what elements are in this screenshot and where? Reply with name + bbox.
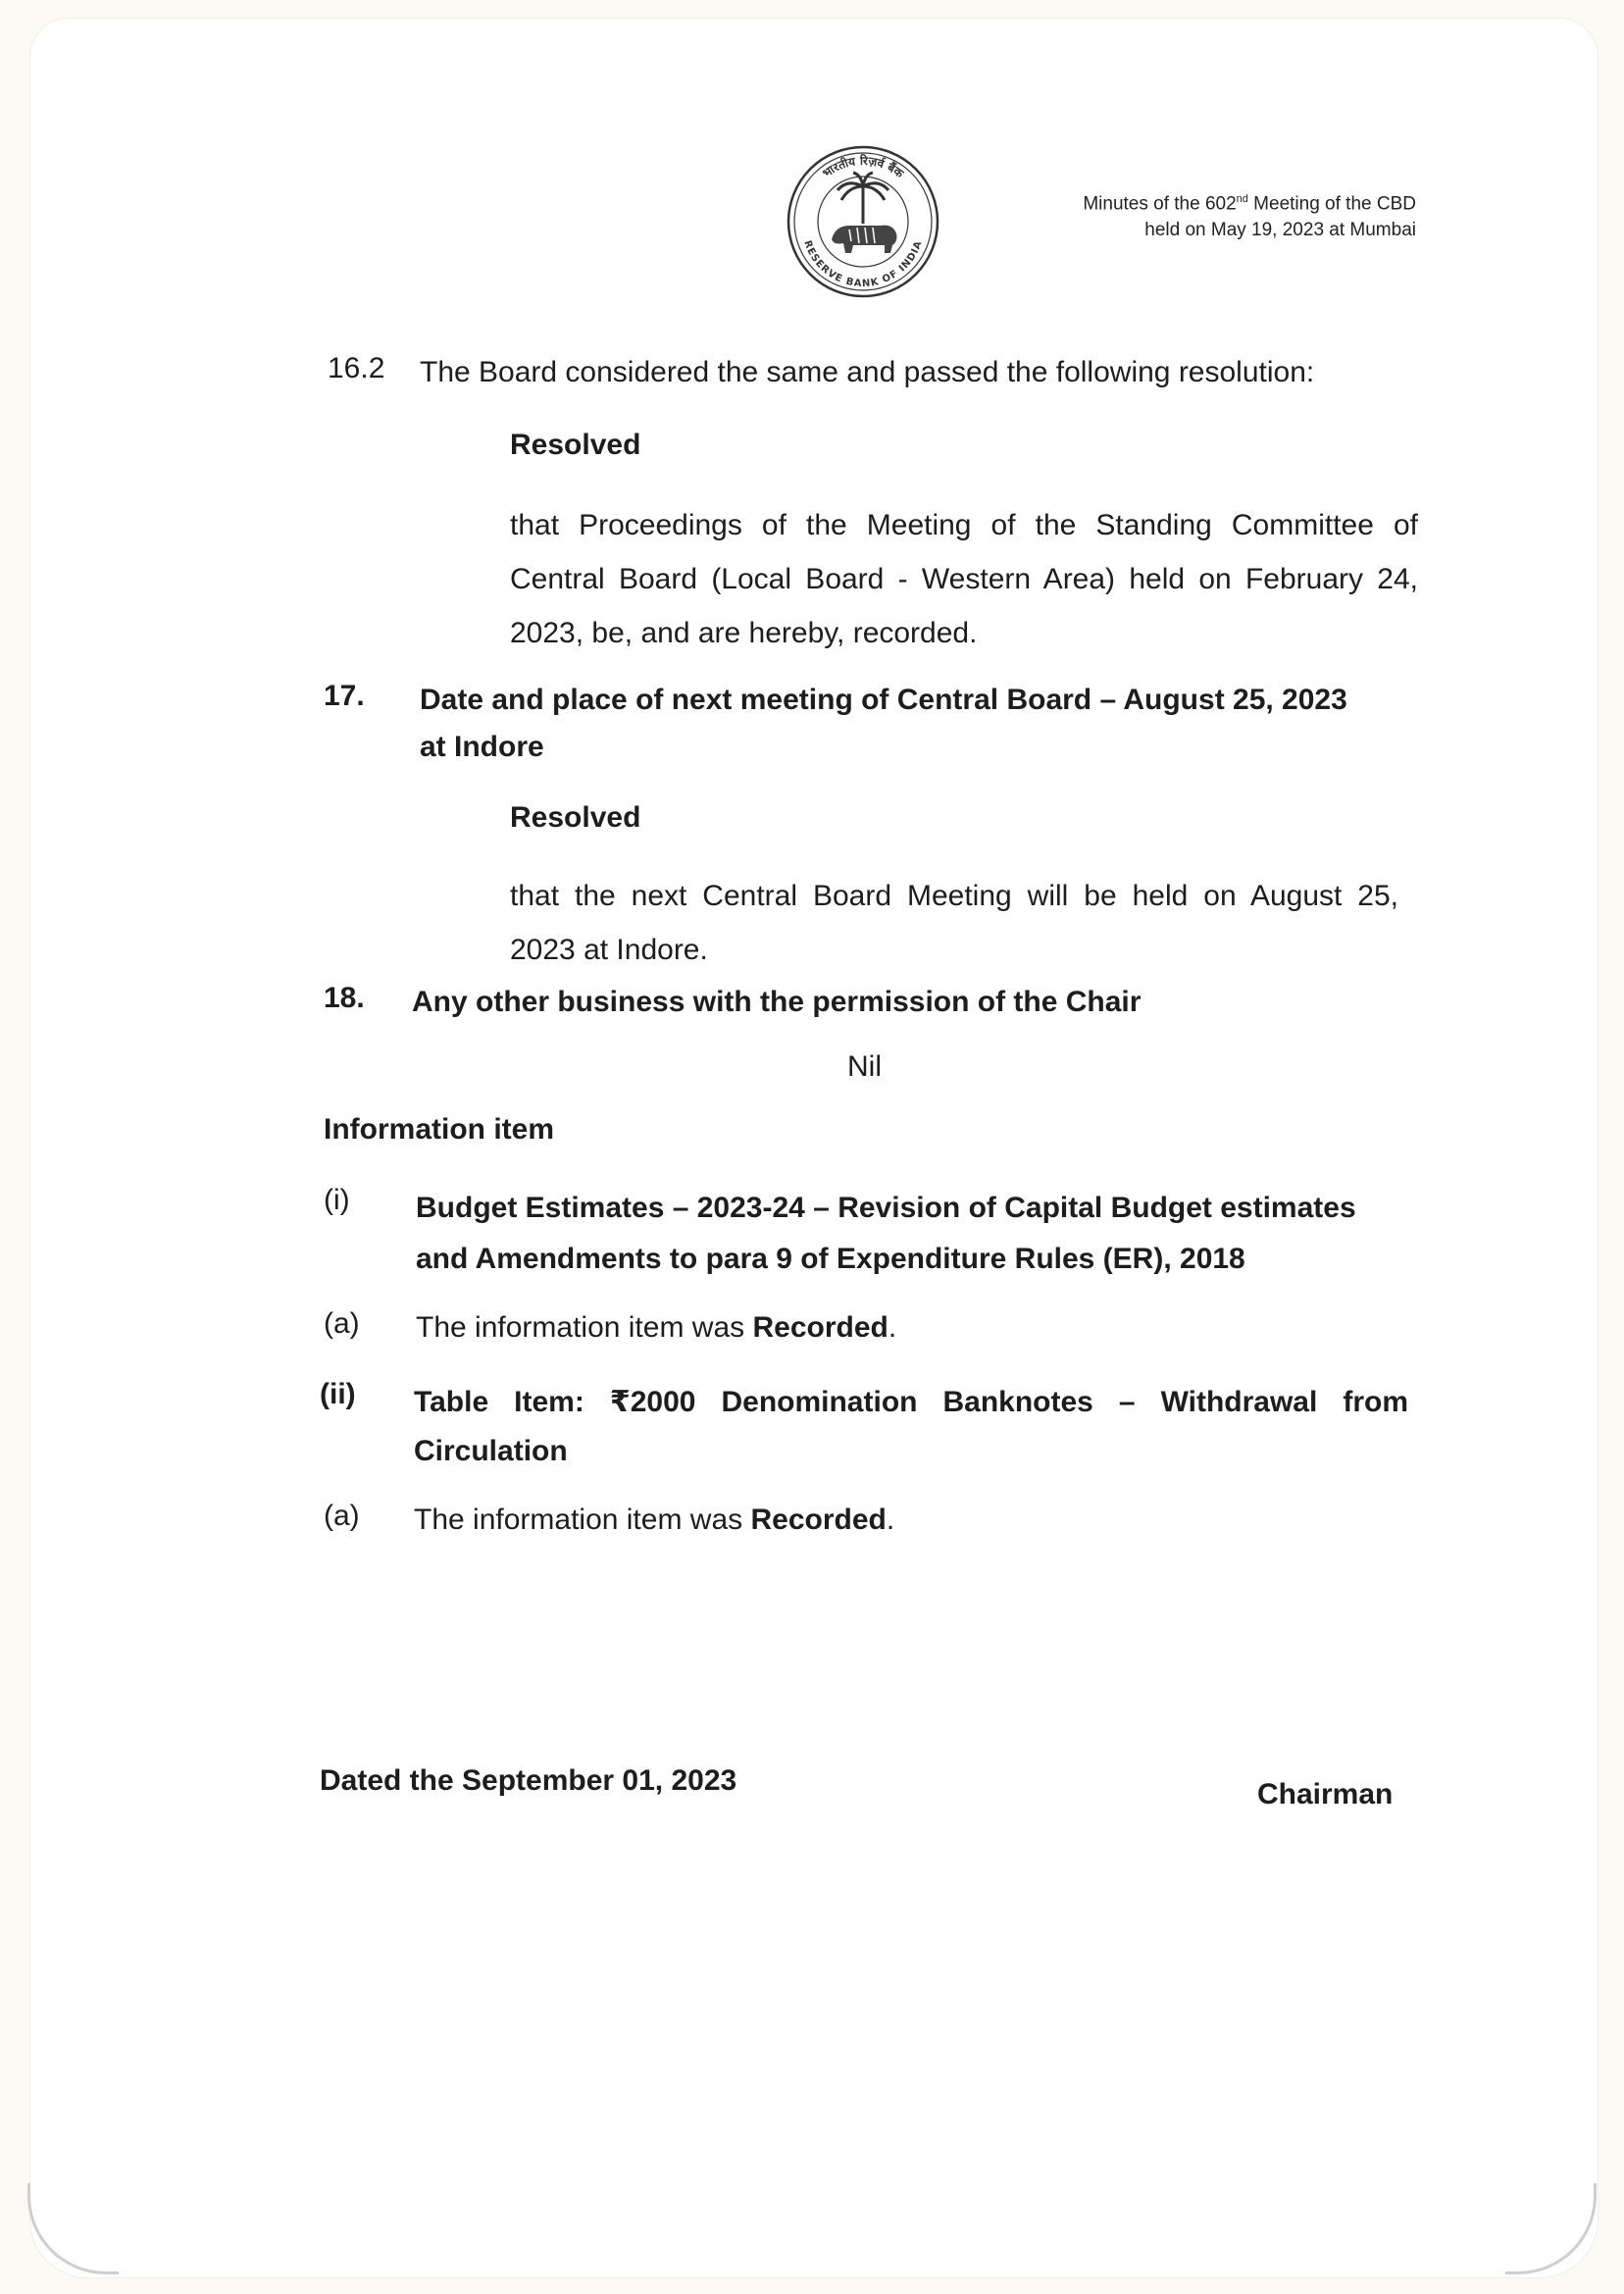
info-item-2-sub-number: (a)	[324, 1500, 360, 1532]
svg-text:RESERVE BANK OF INDIA: RESERVE BANK OF INDIA	[801, 238, 925, 290]
rbi-seal-icon	[785, 143, 941, 300]
item-number-16-2: 16.2	[328, 352, 385, 384]
meeting-reference	[1083, 186, 1416, 243]
info-item-2-sub-text	[414, 1501, 894, 1540]
item-number-18: 18.	[324, 982, 365, 1014]
info-item-2-number: (ii)	[320, 1378, 356, 1410]
resolved-heading-16-2: Resolved	[510, 429, 641, 461]
resolution-16-2-line-2: Central Board (Local Board - Western Area) held on February 24,	[510, 563, 1418, 595]
resolution-16-2-line-3: 2023, be, and are hereby, recorded.	[510, 617, 978, 649]
info-item-1-sub-text	[416, 1308, 896, 1348]
resolution-17-line-2: 2023 at Indore.	[510, 934, 708, 966]
svg-text:भारतीय रिज़र्व बैंक: भारतीय रिज़र्व बैंक	[820, 153, 907, 181]
resolved-heading-17: Resolved	[510, 801, 641, 834]
dated-line: Dated the September 01, 2023	[320, 1764, 737, 1797]
item-17-title-line1: Date and place of next meeting of Central Board – August 25, 2023	[420, 684, 1347, 716]
item-18-value: Nil	[847, 1050, 882, 1083]
page-corner-right	[1505, 2183, 1597, 2274]
info-item-1-sub-number: (a)	[324, 1307, 360, 1340]
item-18-title: Any other business with the permission of the Chair	[412, 986, 1142, 1018]
info-item-1-sub-bold: Recorded	[752, 1311, 888, 1344]
info-item-1-title-line2: and Amendments to para 9 of Expenditure Rules (ER), 2018	[416, 1243, 1245, 1275]
page-corner-left	[27, 2183, 119, 2274]
item-number-17: 17.	[324, 680, 365, 712]
item-17-title-line2: at Indore	[420, 731, 544, 763]
resolution-16-2-line-1: that Proceedings of the Meeting of the Standing Committee of	[510, 509, 1418, 541]
info-item-2-sub-bold: Recorded	[750, 1504, 887, 1536]
signatory: Chairman	[1257, 1778, 1394, 1810]
info-item-2-title-line2: Circulation	[414, 1435, 568, 1467]
resolution-16-2	[510, 498, 1418, 660]
info-item-2-sub-suffix: .	[886, 1504, 895, 1536]
info-item-1-sub-suffix: .	[888, 1311, 897, 1344]
header-line1-suffix: Meeting of the CBD	[1247, 193, 1416, 215]
info-item-1-number: (i)	[324, 1184, 350, 1216]
info-item-1-title-line1: Budget Estimates – 2023-24 – Revision of Capital Budget estimates	[416, 1192, 1356, 1224]
info-item-2-sub-prefix: The information item was	[414, 1504, 751, 1536]
information-heading: Information item	[324, 1113, 555, 1146]
item-16-2-text: The Board considered the same and passed the following resolution:	[420, 356, 1315, 388]
header-line1-prefix: Minutes of the 602	[1083, 193, 1237, 215]
info-item-2-title-line1: Table Item: ₹2000 Denomination Banknotes – Withdrawal from	[414, 1386, 1408, 1418]
resolution-17	[510, 869, 1398, 977]
resolution-17-line-1: that the next Central Board Meeting will be held on August 25,	[510, 880, 1398, 912]
header-line2: held on May 19, 2023 at Mumbai	[1144, 220, 1416, 241]
info-item-1-sub-prefix: The information item was	[416, 1311, 753, 1344]
header-line1-sup: nd	[1236, 193, 1248, 205]
